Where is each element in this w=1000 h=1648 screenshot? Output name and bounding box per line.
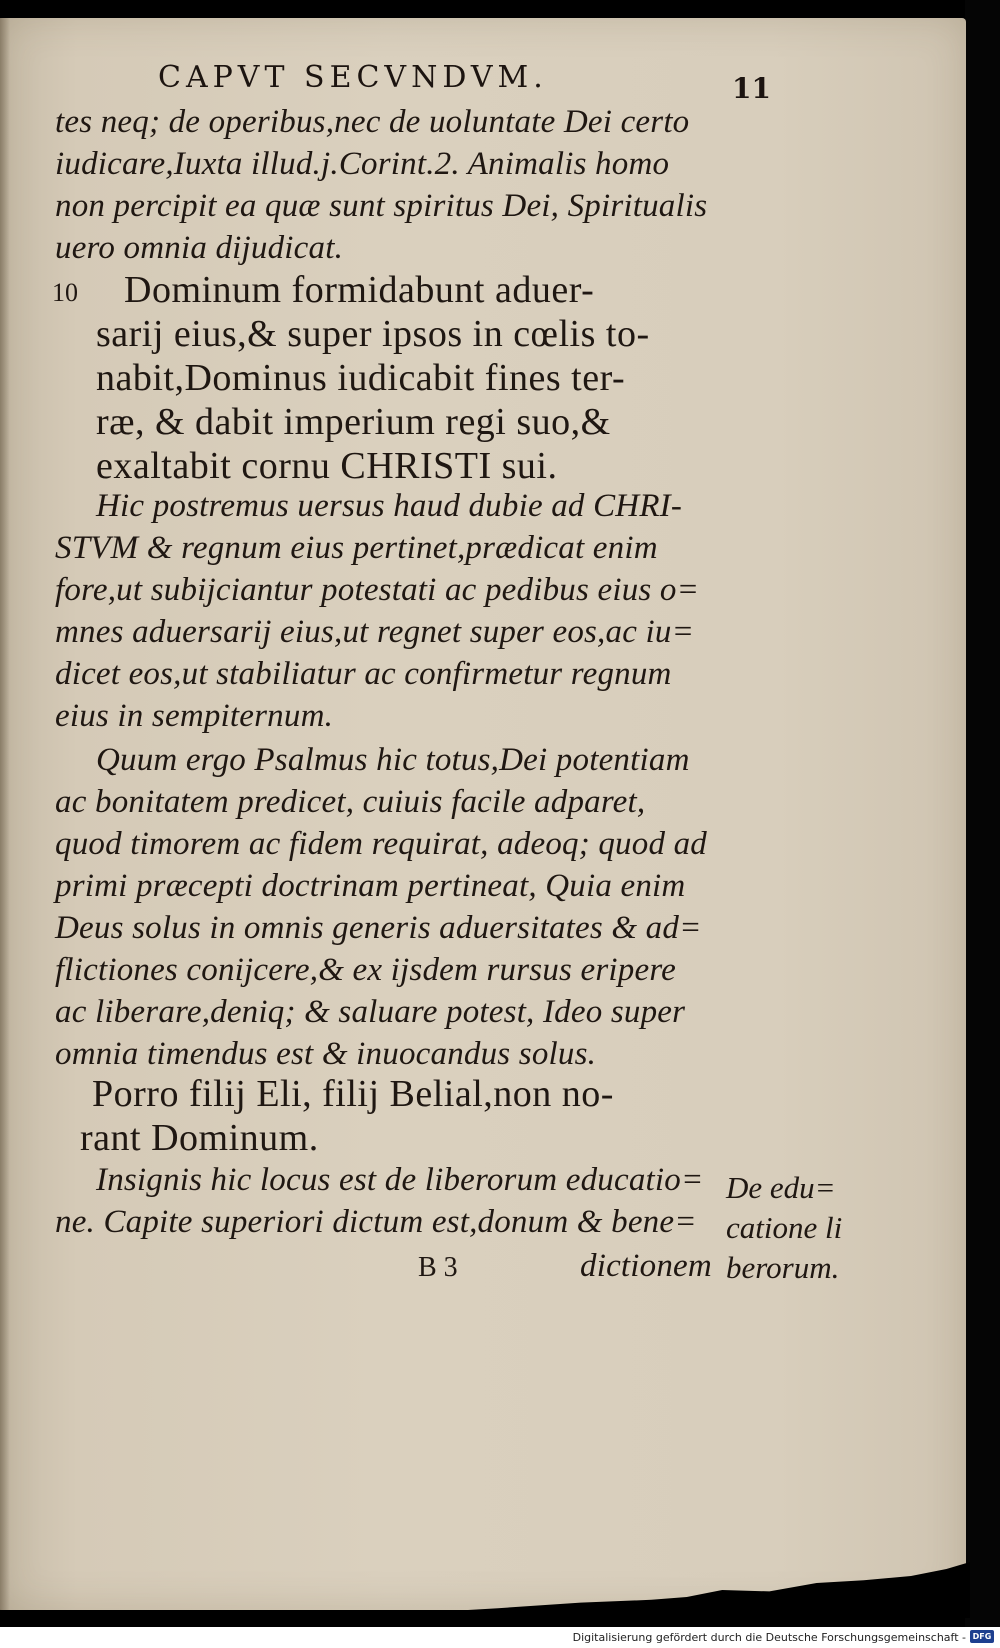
running-head: CAPVT SECVNDVM. xyxy=(158,60,548,95)
text-line: omnia timendus est & inuocandus solus. xyxy=(55,1036,597,1072)
text-line: flictiones conijcere,& ex ijsdem rursus eripere xyxy=(55,952,676,988)
text-line: ac bonitatem predicet, cuiuis facile adparet, xyxy=(55,784,646,820)
text-line: quod timorem ac fidem requirat, adeoq; quod ad xyxy=(55,826,708,862)
text-line: exaltabit cornu CHRISTI sui. xyxy=(96,445,558,487)
text-line: Hic postremus uersus haud dubie ad CHRI- xyxy=(96,488,683,524)
text-line: rant Dominum. xyxy=(80,1117,319,1159)
scan-background-right xyxy=(965,0,1000,1648)
text-line: fore,ut subijciantur potestati ac pedibus eius o= xyxy=(55,572,700,608)
text-line: sarij eius,& super ipsos in cœlis to- xyxy=(96,313,650,355)
text-line: ne. Capite superiori dictum est,donum & bene= xyxy=(55,1204,697,1240)
paper-edge-shadow xyxy=(0,18,10,1610)
text-line: Insignis hic locus est de liberorum educatio= xyxy=(96,1162,704,1198)
digitization-credit: Digitalisierung gefördert durch die Deutsche Forschungsgemeinschaft - xyxy=(572,1631,966,1644)
verse-number: 10 xyxy=(52,278,78,307)
margin-note-line: berorum. xyxy=(726,1250,840,1285)
text-line: nabit,Dominus iudicabit fines ter- xyxy=(96,357,626,399)
text-line: primi præcepti doctrinam pertineat, Quia enim xyxy=(55,868,686,904)
text-line: dicet eos,ut stabiliatur ac confirmetur regnum xyxy=(55,656,672,692)
text-line: eius in sempiternum. xyxy=(55,698,334,734)
text-line: ac liberare,deniq; & saluare potest, Ideo super xyxy=(55,994,686,1030)
text-line: non percipit ea quæ sunt spiritus Dei, Spiritualis xyxy=(55,188,708,224)
text-line: Deus solus in omnis generis aduersitates & ad= xyxy=(55,910,702,946)
margin-note-line: De edu= xyxy=(726,1170,836,1205)
text-line: Quum ergo Psalmus hic totus,Dei potentiam xyxy=(96,742,690,778)
text-line: ræ, & dabit imperium regi suo,& xyxy=(96,401,611,443)
text-line: iudicare,Iuxta illud.j.Corint.2. Animalis homo xyxy=(55,146,670,182)
text-line: Dominum formidabunt aduer- xyxy=(124,269,595,311)
text-line: uero omnia dijudicat. xyxy=(55,230,344,266)
margin-note-line: catione li xyxy=(726,1210,843,1245)
text-line: Porro filij Eli, filij Belial,non no- xyxy=(92,1073,614,1115)
signature-mark: B 3 xyxy=(418,1252,458,1283)
catchword: dictionem xyxy=(580,1248,712,1284)
dfg-logo-icon: DFG xyxy=(970,1630,994,1643)
folio-number: 11 xyxy=(732,72,771,105)
text-line: tes neq; de operibus,nec de uoluntate Dei certo xyxy=(55,104,690,140)
text-line: mnes aduersarij eius,ut regnet super eos,ac iu= xyxy=(55,614,695,650)
text-line: STVM & regnum eius pertinet,prædicat enim xyxy=(55,530,658,566)
